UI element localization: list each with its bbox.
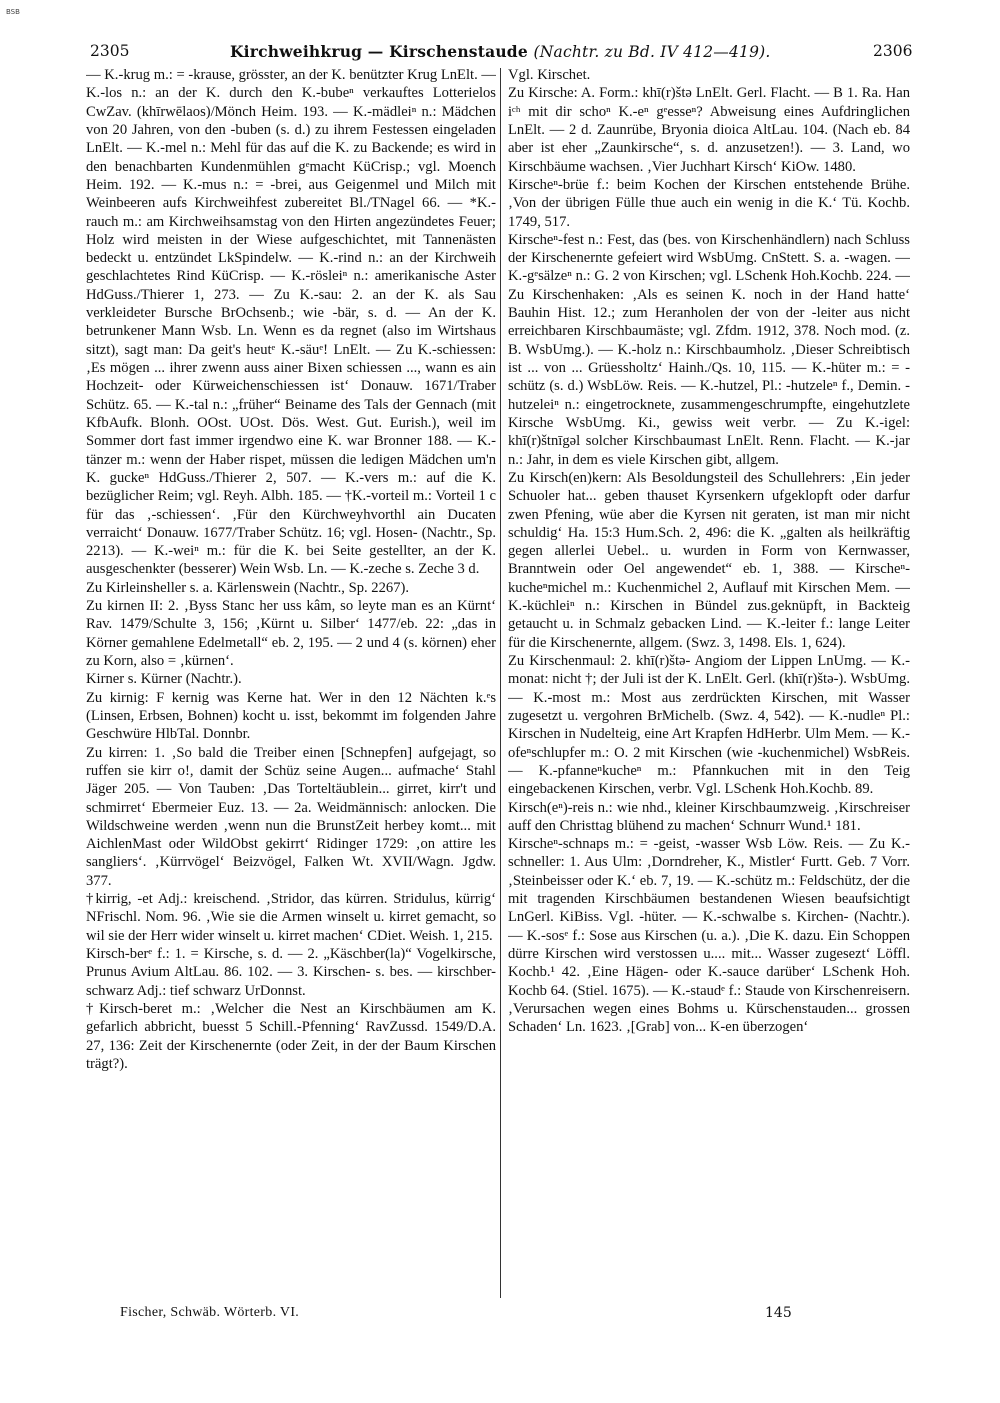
left-paragraph: Zu kirren: 1. ‚So bald die Treiber einen [Schnepfen] aufgejagt, so ruffen sie kirr o!, damit der Schüz seine Augen... aufmache‘ Stahl Jäger 205. — Von Tauben: ‚Das Torteltäublein... girret, kirr't und schmirret‘ Ebermeier Euz. 13. — 2a. Weidmännisch: anlocken. Die Wildschweine werden ‚wenn nun die BrunstZeit herbey komt... mit AichlenMast oder WildObst gekirrt‘ Ridinger 1729: ‚on attire les sangliers‘. ‚Kürrvögel‘ Beizvögel, Falken Wt. XVII/Wagn. Jgdw. 377. — [86, 744, 496, 889]
footer-sheet-number: 145 — [765, 1305, 792, 1321]
left-paragraph: Kirsch-berᵉ f.: 1. = Kirsche, s. d. — 2. „Käschber(la)“ Vogelkirsche, Prunus Avium AltLau. 86. 102. — 3. Kirschen- s. bes. — kirschber-schwarz Adj.: tief schwarz UrDonnst. — [86, 946, 496, 999]
right-paragraph: Kirscheⁿ-brüe f.: beim Kochen der Kirschen entstehende Brühe. ‚Von der übrigen Fülle thue auch ein wenig in die K.‘ Tü. Kochb. 1749, 517. — [508, 176, 910, 230]
running-title-note: (Nachtr. zu Bd. IV 412—419). — [533, 43, 771, 61]
footer-signature: Fischer, Schwäb. Wörterb. VI. — [120, 1305, 300, 1320]
left-paragraph: Zu Kirleinsheller s. a. Kärlenswein (Nachtr., Sp. 2267). — [86, 579, 410, 596]
left-paragraph: — K.-krug m.: = -krause, grösster, an der K. benützter Krug LnElt. — K.-los n.: an der K. durch den K.-bubeⁿ verkauftes Lotterielos CwZav. (khīrwēlaos)/Mönch Heim. 193. — K.-mädleiⁿ n.: Mädchen von 20 Jahren, von den -buben (s. d.) zu ihrem Festessen eingeladen LnElt. — K.-mel n.: Mehl für das auf die K. zu Backende; es wird in den benachbarten Kundenmühlen gᵉmacht KüCrisp.; vgl. Moench Heim. 192. — K.-mus n.: = -brei, aus Geigenmel und Milch mit Weinbeeren aufs Kirchweihfest zubereitet Bl./TNagel 66. — *K.-rauch m.: am Kirchweihsamstag von den Hirten angezündetes Feuer; Holz wird meisten in der Wiese aufgeschichtet, mit Tannenästen bedeckt u. entzündet LkSpindelw. — K.-rind n.: an der Kirchweih geschlachtetes Rind KüCrisp. — K.-rösleiⁿ n.: amerikanische Aster HdGuss./Thierer 1, 273. — Zu K.-sau: 2. an der K. als Sau verkleideter Bursche BrOchsenb.; wie -bär, s. d. — An der K. betrunkener Mann Wsb. Ln. Wenn es da regnet (also im Wirtshaus sitzt), sagt man: Da geit's heutᵉ K.-säuᵉ! LnElt. — Zu K.-schiessen: ‚Es mögen ... ihrer zwenn auss ainer Bixen schiessen ..., wann es ain Hochzeit- oder Kürweichenschiessen ist‘ Donauw. 1671/Traber Schütz. 65. — K.-tal n.: „früher“ Beiname des Tals der Gennach (mit KfbAufk. Blonh. OOst. UOst. Dös. West. Gut. Eurish.), weil im Sommer dort fast immer irgendwo eine K. war Bronner 188. — K.-tänzer m.: wenn der Haber rispet, müssen die ledigen Mädchen um'n K. guckeⁿ HdGuss./Thierer 2, 507. — K.-vers m.: auf die K. bezüglicher Reim; vgl. Reyh. Albh. 185. — †K.-vorteil m.: Vorteil 1 c für das ‚-schiessen‘. ‚Für den Kürchweyhvorthl ain Ducaten verraicht‘ Donauw. 1677/Traber Schütz. 16; vgl. Hosen- (Nachtr., Sp. 2213). — K.-weiⁿ m.: für die K. bei Seite gestellter, an der K. ausgeschenkter (besserer) Wein Wsb. Ln. — K.-zeche s. Zeche 3 d. — [86, 67, 496, 578]
running-title — [230, 42, 771, 61]
page-number-right: 2306 — [873, 42, 913, 60]
running-title-main: Kirchweihkrug — Kirschenstaude — [230, 42, 528, 61]
left-paragraph: Zu kirnig: F kernig was Kerne hat. Wer in den 12 Nächten k.ᵉs (Linsen, Erbsen, Bohnen) kocht u. isst, bekommt im folgenden Jahre Geschwüre HlbTal. Donnbr. — [86, 689, 496, 743]
page-number-left: 2305 — [90, 42, 130, 60]
left-paragraph: †Kirsch-beret m.: ‚Welcher die Nest an Kirschbäumen am K. gefarlich abbricht, buesst 5 Schill.-Pfenning‘ RavZussd. 1549/D.A. 27, 136: Zeit der Kirschenernte (oder Zeit, in der der Baum Kirschen trägt?). — [86, 1000, 496, 1072]
left-paragraph: Zu kirnen II: 2. ‚Byss Stanc her uss kâm, so leyte man es an Kürnt‘ Rav. 1479/Schulte 3, 156; ‚Kürnt u. Silber‘ 1477/eb. 22: „das in Körner gemahlene Edelmetall“ eb. 2, 195. — 2 und 4 (s. körnen) eher zu Korn, also = ‚kürnen‘. — [86, 598, 496, 669]
right-paragraph: Kirsch(eⁿ)-reis n.: wie nhd., kleiner Kirschbaumzweig. ‚Kirschreiser auff den Christtag blühend zu machen‘ Schnurr Wund.¹ 181. — [508, 799, 910, 834]
right-paragraph: Zu Kirschenmaul: 2. khī(r)štə- Angiom der Lippen LnUmg. — K.-monat: nicht †; der Juli ist der K. LnElt. Gerl. (khī(r)štə-). WsbUmg. — K.-most m.: Most aus zerdrückten Kirschen, mit Wasser zugesetzt u. vergohren BrMichelb. (Swz. 4, 542). — K.-nudleⁿ Pl.: Kirschen in Nudelteig, eine Art Krapfen HdHerbr. Ulm Mem. — K.-ofeⁿschlupfer m.: O. 2 mit Kirschen (wie -kuchenmichel) WsbReis. — K.-pfanneⁿkucheⁿ m.: Pfannkuchen mit in den Teig eingebackenen Kirschen, verbr. Vgl. LSchenk Hoh.Kochb. 89. — [508, 653, 910, 798]
library-stamp: BSB — [6, 8, 20, 16]
left-column — [86, 66, 496, 1306]
right-paragraph: Vgl. Kirschet. — [508, 67, 591, 83]
left-paragraph: Kirner s. Kürner (Nachtr.). — [86, 671, 242, 688]
right-paragraph: Zu Kirsch(en)kern: Als Besoldungsteil des Schullehrers: ‚Ein jeder Schuoler hat... geben thauset Kyrsenkern ufgeklopft oder darfur zwen Pfening, wüe aber die Kyrsen nit geraten, ist man mir nicht schuldig‘ Ha. 15:3 Hum.Sch. 2, 496: die K. „galten als heilkräftig gegen allerlei Uebel.. u. wurden in Form von Kernwasser, Branntwein oder Oel angewendet“ eb. 1, 388. — Kirscheⁿ-kucheⁿmichel m.: Kuchenmichel 2, Auflauf mit Kirschen Mem. — K.-küchleiⁿ n.: Kirschen in Bündel zus.geknüpft, in Backteig getaucht u. in Schmalz gebacken Lind. — K.-leiter f.: lange Leiter für die Kirschenernte, allgem. (Swz. 3, 1498. Els. 1, 624). — [508, 469, 910, 651]
left-paragraph: †kirrig, -et Adj.: kreischend. ‚Stridor, das kürren. Stridulus, kürrig‘ NFrischl. Nom. 96. ‚Wie sie die Armen winselt u. kirret gemacht, so wil sie der Herr wider winselt u. kirret machen‘ CDiet. Weish. 1, 215. — [86, 891, 496, 944]
right-column — [508, 66, 910, 1306]
right-paragraph: Kirscheⁿ-fest n.: Fest, das (bes. von Kirschenhändlern) nach Schluss der Kirschenernte gefeiert wird WsbUmg. CnStett. S. a. -wagen. — K.-gᵉsälzeⁿ n.: G. 2 von Kirschen; vgl. LSchenk Hoh.Kochb. 224. — Zu Kirschenhaken: ‚Als es seinen K. noch in der Hand hatte‘ Bauhin Hist. 12.; zum Heranholen der von der -leiter aus nicht erreichbaren Kirschbaumäste; vgl. Zfdm. 1912, 378. Noch mod. (z. B. WsbUmg.). — K.-holz n.: Kirschbaumholz. ‚Dieser Schreibtisch ist ... von ... Grüessholtz‘ Hainh./Qs. 10, 115. — K.-hüter m.: = -schütz (s. d.) WsbLöw. Reis. — K.-hutzel, Pl.: -hutzeleⁿ f., Demin. -hutzeleiⁿ n.: eingetrocknete, zusammengeschrumpfte, eingehutzlete Kirsche WsbUmg. Ki., gewiss weit verbr. — Zu K.-igel: khī(r)štnīgəl solcher Kirschbaumast LnElt. Renn. Flacht. — K.-jar n.: Jahr, in dem es viele Kirschen gibt, allgem. — [508, 231, 910, 468]
right-paragraph: Kirscheⁿ-schnaps m.: = -geist, -wasser Wsb Löw. Reis. — Zu K.-schneller: 1. Aus Ulm: ‚Dorndreher, K., Mistler‘ Furtt. Geb. 7 Vorr. ‚Steinbeisser oder K.‘ eb. 7, 19. — K.-schütz m.: Feldschütz, der die mit tragenden Kirschbäumen bestandenen Wiesen beaufsichtigt LnGerl. KiBiss. Vgl. -hüter. — K.-schwalbe s. Kirchen- (Nachtr.). — K.-sosᵉ f.: Sose aus Kirschen (u. a.). ‚Die K. dazu. Ein Schoppen dürre Kirschen wird verstossen u.... mit... Wasser zugesezt‘ Löffl. Kochb.¹ 42. ‚Eine Hägen- oder K.-sauce darüber‘ LSchenk Hoh. Kochb 64. (Stiel. 1675). — K.-staudᵉ f.: Staude von Kirschenreisern. ‚Verursachen wegen eines Bohms u. Kürschenstauden... grossen Schaden‘ Ln. 1623. ‚[Grab] von... K-en überzogen‘ — [508, 836, 910, 1036]
right-paragraph: Zu Kirsche: A. Form.: khī(r)štə LnElt. Gerl. Flacht. — B 1. Ra. Han iᶜʰ mit dir schoⁿ K.-eⁿ gᵉesseⁿ? Abweisung eines Aufdringlichen LnElt. — 2 d. Zaunrübe, Bryonia dioica AltLau. 104. (Nach eb. 84 aber ist eher „Zaunkirsche“, s. d. anzusetzen!). — 3. Land, wo Kirschbäume wachsen. ‚Vier Juchhart Kirsch‘ KiOw. 1480. — [508, 85, 910, 175]
column-divider — [500, 68, 501, 1298]
